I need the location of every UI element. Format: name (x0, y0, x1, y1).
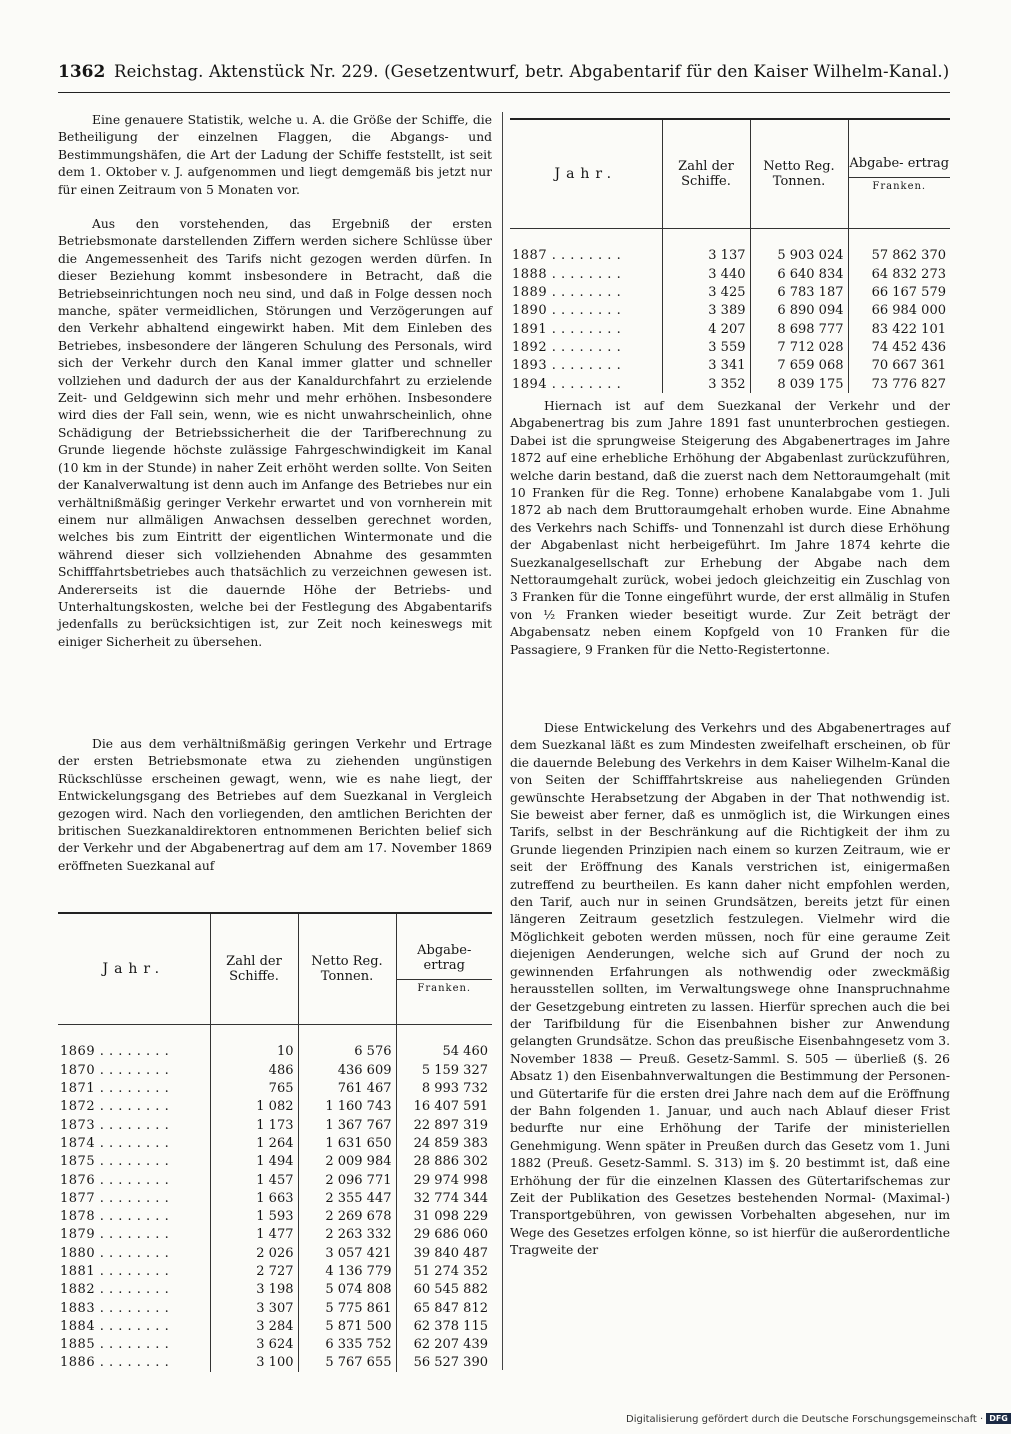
table-row (58, 1043, 492, 1061)
revenue-cell: 64 832 273 (848, 265, 950, 283)
year-cell: 1876 . . . . . . . . (60, 1172, 170, 1188)
revenue-cell: 62 378 115 (396, 1317, 492, 1335)
ships-cell: 3 352 (662, 375, 750, 393)
revenue-cell: 16 407 591 (396, 1098, 492, 1116)
ships-cell: 3 559 (662, 338, 750, 356)
ships-cell: 3 624 (210, 1336, 298, 1354)
revenue-unit: Franken. (397, 979, 493, 994)
digitization-footer (626, 1413, 1011, 1425)
revenue-cell: 54 460 (396, 1043, 492, 1061)
tonnage-cell: 5 767 655 (298, 1354, 396, 1372)
year-cell: 1888 . . . . . . . . (512, 266, 622, 282)
paragraph: Diese Entwickelung des Verkehrs und des Abgabenertrages auf dem Suezkanal läßt es zum Mindesten zweifelhaft erscheinen, ob für die dauernde Belebung des Verkehrs in dem Kaiser Wilhelm-Kanal die von Seiten der Schifffahrtskreise aus naheliegenden Gründen gewünschte Herabsetzung der Abgaben in der That nothwendig ist. Sie beweist aber ferner, daß es unmöglich ist, die Wirkungen eines Tarifs, selbst in der Beschränkung auf die Richtigkeit der ihm zu Grunde liegenden Prinzipien nach einem so kurzen Zeitraum, wie er seit der Eröffnung des Kanals verstrichen ist, einigermaßen zutreffend zu beurtheilen. Es kann daher nicht empfohlen werden, den Tarif, auch nur in seinen Grundsätzen, bereits jetzt für einen längeren Zeitraum gesetzlich festzulegen. Vielmehr wird die Möglichkeit geboten werden müssen, noch für eine geraume Zeit diejenigen Aenderungen, welche sich auf Grund der noch zu gewinnenden Erfahrungen als nothwendig oder zweckmäßig herausstellen sollten, im Verwaltungswege ohne Inanspruchnahme der Gesetzgebung eintreten zu lassen. Hierfür sprechen auch die bei der Tarifbildung für die Eisenbahnen bisher zur Anwendung gelangten Grundsätze. Schon das preußische Eisenbahngesetz vom 3. November 1838 — Preuß. Gesetz-Samml. S. 505 — überließ (§. 26 Absatz 1) den Eisenbahnverwaltungen die Bestimmung der Personen- und Gütertarife für die ersten drei Jahre nach dem auf die Eröffnung der Bahn folgenden 1. Januar, und auch nach Ablauf dieser Frist bedurfte nur eine Erhöhung der Tarife der ministeriellen Genehmigung. Wenn später in Preußen durch das Gesetz vom 1. Juni 1882 (Preuß. Gesetz-Samml. S. 313) im §. 20 bestimmt ist, daß eine Erhöhung der für die einzelnen Klassen des Gütertarifschemas zur Zeit der Publikation des Gesetzes bestehenden Normal- (Maximal-) Transportgebühren, von gewissen Vorbehalten abgesehen, nur im Wege des Gesetzes erfolgen könne, so ist hierfür die außerordentliche Tragweite der (510, 721, 950, 1258)
revenue-cell: 73 776 827 (848, 375, 950, 393)
col-header-revenue (396, 914, 492, 1024)
header-rule (58, 92, 950, 93)
year-cell: 1875 . . . . . . . . (60, 1154, 170, 1170)
revenue-header-label: Abgabe- ertrag (849, 155, 950, 171)
year-cell: 1883 . . . . . . . . (60, 1300, 170, 1316)
table-body (510, 247, 950, 393)
col-header-tonnage: Netto Reg. Tonnen. (298, 914, 396, 1024)
left-column (58, 112, 492, 910)
year-cell: 1873 . . . . . . . . (60, 1117, 170, 1133)
table-row (58, 1244, 492, 1262)
year-cell: 1880 . . . . . . . . (60, 1245, 170, 1261)
page-number: 1362 (58, 62, 106, 82)
table-row (58, 1079, 492, 1097)
ships-cell: 765 (210, 1079, 298, 1097)
table-row (510, 357, 950, 375)
tonnage-cell: 2 009 984 (298, 1153, 396, 1171)
ships-cell: 3 341 (662, 357, 750, 375)
table-row (510, 320, 950, 338)
table-row (510, 375, 950, 393)
tonnage-cell: 2 263 332 (298, 1226, 396, 1244)
ships-cell: 2 026 (210, 1244, 298, 1262)
suez-table-1887-1894 (510, 118, 950, 393)
column-divider (502, 112, 503, 1370)
revenue-cell: 60 545 882 (396, 1281, 492, 1299)
ships-cell: 3 307 (210, 1299, 298, 1317)
table-row (58, 1098, 492, 1116)
table-row (58, 1354, 492, 1372)
year-cell: 1891 . . . . . . . . (512, 321, 622, 337)
paragraph: Die aus dem verhältnißmäßig geringen Verkehr und Ertrage der ersten Betriebsmonate etwa zu ziehenden ungünstigen Rückschlüsse erscheinen gewagt, wenn, wie es nahe liegt, der Entwickelungsgang des Betriebes auf dem Suezkanal in Vergleich gezogen wird. Nach den vorliegenden, den amtlichen Berichten der britischen Suezkanaldirektoren entnommenen Berichten belief sich der Verkehr und der Abgabenertrag auf dem am 17. November 1869 eröffneten Suezkanal auf (58, 737, 492, 873)
ships-cell: 1 494 (210, 1153, 298, 1171)
ships-cell: 3 198 (210, 1281, 298, 1299)
revenue-cell: 66 167 579 (848, 283, 950, 301)
table-row (58, 1171, 492, 1189)
year-cell: 1892 . . . . . . . . (512, 339, 622, 355)
year-cell: 1889 . . . . . . . . (512, 285, 622, 301)
revenue-cell: 83 422 101 (848, 320, 950, 338)
tonnage-cell: 5 903 024 (750, 247, 848, 265)
ships-cell: 1 477 (210, 1226, 298, 1244)
year-cell: 1874 . . . . . . . . (60, 1135, 170, 1151)
table-row (58, 1207, 492, 1225)
ships-cell: 3 389 (662, 302, 750, 320)
page-header (58, 62, 950, 86)
table-row (58, 1281, 492, 1299)
right-column (510, 398, 950, 1380)
revenue-cell: 66 984 000 (848, 302, 950, 320)
revenue-cell: 70 667 361 (848, 357, 950, 375)
table-row (510, 302, 950, 320)
revenue-cell: 31 098 229 (396, 1207, 492, 1225)
table-row (510, 247, 950, 265)
page-title: Reichstag. Aktenstück Nr. 229. (Gesetzentwurf, betr. Abgabentarif für den Kaiser Wilhelm-Kanal.) (114, 62, 950, 81)
data-table (58, 914, 492, 1372)
ships-cell: 486 (210, 1061, 298, 1079)
tonnage-cell: 6 576 (298, 1043, 396, 1061)
revenue-cell: 56 527 390 (396, 1354, 492, 1372)
table-row (510, 283, 950, 301)
paragraph: Hiernach ist auf dem Suezkanal der Verkehr und der Abgabenertrag bis zum Jahre 1891 fast ununterbrochen gestiegen. Dabei ist die sprungweise Steigerung des Abgabenertrages im Jahre 1872 auf eine erhebliche Erhöhung der Abgabenlast zurückzuführen, welche darin bestand, daß die zuerst nach dem Nettoraumgehalt (mit 10 Franken für die Reg. Tonne) erhobene Kanalabgabe vom 1. Juli 1872 ab nach dem Bruttoraumgehalt erhoben wurde. Eine Abnahme des Verkehrs nach Schiffs- und Tonnenzahl ist durch diese Erhöhung der Abgabenlast nicht herbeigeführt. Im Jahre 1874 kehrte die Suezkanalgesellschaft zur Erhebung der Abgabe nach dem Nettoraumgehalt zurück, wobei jedoch gleichzeitig ein Zuschlag von 3 Franken für die Tonne eingeführt wurde, der erst allmälig in Stufen von ½ Franken wieder beseitigt wurde. Zur Zeit beträgt der Abgabensatz neben einem Kopfgeld von 10 Franken für die Passagiere, 9 Franken für die Netto-Registertonne. (510, 399, 950, 657)
tonnage-cell: 436 609 (298, 1061, 396, 1079)
year-cell: 1884 . . . . . . . . (60, 1318, 170, 1334)
ships-cell: 3 440 (662, 265, 750, 283)
year-cell: 1881 . . . . . . . . (60, 1264, 170, 1279)
col-header-ships: Zahl der Schiffe. (210, 914, 298, 1024)
table-row (58, 1189, 492, 1207)
year-cell: 1879 . . . . . . . . (60, 1227, 170, 1243)
tonnage-cell: 1 367 767 (298, 1116, 396, 1134)
data-table (510, 120, 950, 393)
table-row (58, 1134, 492, 1152)
revenue-cell: 65 847 812 (396, 1299, 492, 1317)
revenue-cell: 39 840 487 (396, 1244, 492, 1262)
ships-cell: 1 082 (210, 1098, 298, 1116)
year-cell: 1877 . . . . . . . . (60, 1190, 170, 1206)
tonnage-cell: 5 074 808 (298, 1281, 396, 1299)
revenue-cell: 74 452 436 (848, 338, 950, 356)
tonnage-cell: 5 775 861 (298, 1299, 396, 1317)
tonnage-cell: 6 335 752 (298, 1336, 396, 1354)
paragraph: Aus den vorstehenden, das Ergebniß der ersten Betriebsmonate darstellenden Ziffern werden sichere Schlüsse über die Angemessenheit des Tarifs nicht gezogen werden dürfen. In dieser Beziehung kommt insbesondere in Betracht, daß die Betriebseinrichtungen noch neu sind, und daß in Folge dessen noch manche, später vermeidlichen, Störungen und Verzögerungen auf den Verkehr abhaltend eingewirkt haben. Mit dem Einleben des Betriebes, insbesondere der längeren Schulung des Personals, wird sich der Verkehr durch den Kanal immer glatter und schneller vollziehen und dadurch der aus der Kanaldurchfahrt zu erzielende Zeit- und Geldgewinn sich mehr und mehr erhöhen. Insbesondere wird dies der Fall sein, wenn, wie es nicht unwahrscheinlich, ohne Schädigung der Betriebssicherheit die der Tarifberechnung zu Grunde liegende höchste zulässige Fahrgeschwindigkeit im Kanal (10 km in der Stunde) in naher Zeit erhöht werden sollte. Von Seiten der Kanalverwaltung ist denn auch im Anfange des Betriebes nur ein verhältnißmäßig geringer Verkehr erwartet und von vornherein mit einem nur allmäligen Anwachsen desselben gerechnet worden, welches bis zum Eintritt der eigentlichen Wintermonate und die während dieser sich vollziehenden Abnahme des gesammten Schifffahrtsbetriebes auch thatsächlich zu verzeichnen gewesen ist. Andererseits ist die dauernde Höhe der Betriebs- und Unterhaltungskosten, welche bei der Festlegung des Abgabentarifs jedenfalls zu berücksichtigen ist, zur Zeit noch keineswegs mit einiger Sicherheit zu übersehen. (58, 217, 492, 649)
ships-cell: 3 100 (210, 1354, 298, 1372)
paragraph: Eine genauere Statistik, welche u. A. die Größe der Schiffe, die Betheiligung der einzelnen Flaggen, die Abgangs- und Bestimmungshäfen, die Art der Ladung der Schiffe feststellt, ist seit dem 1. Oktober v. J. aufgenommen und liegt demgemäß bis jetzt nur für einen Zeitraum von 5 Monaten vor. (58, 113, 492, 197)
tonnage-cell: 3 057 421 (298, 1244, 396, 1262)
revenue-cell: 28 886 302 (396, 1153, 492, 1171)
revenue-unit: Franken. (849, 177, 951, 192)
year-cell: 1878 . . . . . . . . (60, 1209, 170, 1225)
dfg-logo: DFG (986, 1413, 1011, 1424)
tonnage-cell: 8 698 777 (750, 320, 848, 338)
year-cell: 1887 . . . . . . . . (512, 248, 622, 264)
tonnage-cell: 2 355 447 (298, 1189, 396, 1207)
suez-table-1869-1886 (58, 912, 492, 1372)
table-row (58, 1262, 492, 1280)
year-cell: 1890 . . . . . . . . (512, 303, 622, 319)
col-header-revenue (848, 120, 950, 228)
year-cell: 1871 . . . . . . . . (60, 1081, 170, 1097)
year-cell: 1870 . . . . . . . . (60, 1062, 170, 1078)
ships-cell: 4 207 (662, 320, 750, 338)
ships-cell: 2 727 (210, 1262, 298, 1280)
revenue-cell: 51 274 352 (396, 1262, 492, 1280)
ships-cell: 10 (210, 1043, 298, 1061)
year-cell: 1869 . . . . . . . . (60, 1044, 170, 1060)
table-row (58, 1226, 492, 1244)
col-header-year: Jahr. (510, 120, 662, 228)
revenue-cell: 62 207 439 (396, 1336, 492, 1354)
tonnage-cell: 8 039 175 (750, 375, 848, 393)
year-cell: 1893 . . . . . . . . (512, 358, 622, 374)
table-body (58, 1043, 492, 1372)
ships-cell: 3 284 (210, 1317, 298, 1335)
ships-cell: 1 663 (210, 1189, 298, 1207)
revenue-cell: 5 159 327 (396, 1061, 492, 1079)
col-header-ships: Zahl der Schiffe. (662, 120, 750, 228)
tonnage-cell: 5 871 500 (298, 1317, 396, 1335)
tonnage-cell: 6 890 094 (750, 302, 848, 320)
ships-cell: 1 457 (210, 1171, 298, 1189)
table-row (58, 1317, 492, 1335)
year-cell: 1885 . . . . . . . . (60, 1337, 170, 1353)
tonnage-cell: 7 659 068 (750, 357, 848, 375)
table-row (58, 1116, 492, 1134)
ships-cell: 1 593 (210, 1207, 298, 1225)
year-cell: 1886 . . . . . . . . (60, 1355, 170, 1371)
table-row (58, 1153, 492, 1171)
table-row (510, 265, 950, 283)
col-header-year: Jahr. (58, 914, 210, 1024)
tonnage-cell: 2 096 771 (298, 1171, 396, 1189)
tonnage-cell: 4 136 779 (298, 1262, 396, 1280)
revenue-cell: 22 897 319 (396, 1116, 492, 1134)
tonnage-cell: 7 712 028 (750, 338, 848, 356)
year-cell: 1872 . . . . . . . . (60, 1099, 170, 1115)
tonnage-cell: 6 640 834 (750, 265, 848, 283)
tonnage-cell: 6 783 187 (750, 283, 848, 301)
table-row (58, 1336, 492, 1354)
revenue-cell: 24 859 383 (396, 1134, 492, 1152)
revenue-cell: 57 862 370 (848, 247, 950, 265)
revenue-cell: 29 686 060 (396, 1226, 492, 1244)
tonnage-cell: 2 269 678 (298, 1207, 396, 1225)
ships-cell: 1 264 (210, 1134, 298, 1152)
footer-text: Digitalisierung gefördert durch die Deutsche Forschungsgemeinschaft · (626, 1414, 984, 1425)
tonnage-cell: 761 467 (298, 1079, 396, 1097)
revenue-cell: 32 774 344 (396, 1189, 492, 1207)
table-row (58, 1299, 492, 1317)
tonnage-cell: 1 160 743 (298, 1098, 396, 1116)
year-cell: 1882 . . . . . . . . (60, 1282, 170, 1298)
ships-cell: 3 137 (662, 247, 750, 265)
revenue-cell: 8 993 732 (396, 1079, 492, 1097)
year-cell: 1894 . . . . . . . . (512, 376, 622, 392)
revenue-cell: 29 974 998 (396, 1171, 492, 1189)
col-header-tonnage: Netto Reg. Tonnen. (750, 120, 848, 228)
ships-cell: 1 173 (210, 1116, 298, 1134)
table-row (58, 1061, 492, 1079)
ships-cell: 3 425 (662, 283, 750, 301)
tonnage-cell: 1 631 650 (298, 1134, 396, 1152)
revenue-header-label: Abgabe- ertrag (417, 943, 472, 974)
table-row (510, 338, 950, 356)
